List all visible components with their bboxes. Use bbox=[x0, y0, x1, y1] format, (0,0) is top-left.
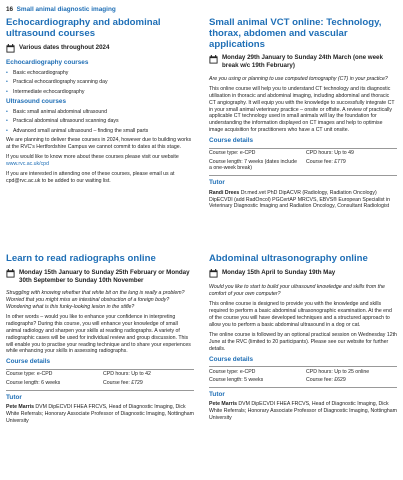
list-item: • Intermediate echocardiography bbox=[6, 89, 194, 96]
course-title: Abdominal ultrasonography online bbox=[209, 253, 368, 264]
course-details bbox=[209, 150, 397, 174]
course-length: Course length: 7 weeks (dates include a one-week break) bbox=[209, 158, 297, 172]
course-details bbox=[6, 371, 194, 388]
calendar-icon bbox=[209, 55, 218, 64]
page-number: 16 bbox=[6, 6, 14, 13]
details-heading: Course details bbox=[209, 355, 254, 363]
list-item: • Practical abdominal ultrasound scanning days bbox=[6, 118, 194, 125]
intro-text: Are you using or planning to use computed tomography (CT) in your practice? bbox=[209, 75, 388, 82]
calendar-icon bbox=[6, 44, 15, 53]
course-type: Course type: e-CPD bbox=[209, 150, 256, 157]
course-dates: Monday 15th January to Sunday 25th February or Monday 30th September to Sunday 10th November bbox=[6, 269, 194, 285]
cpd-hours: CPD hours: Up to 25 online bbox=[306, 368, 370, 375]
echo-course-block bbox=[6, 18, 194, 188]
list-item: • Advanced small animal ultrasound – finding the small parts bbox=[6, 128, 194, 135]
course-details bbox=[209, 369, 397, 386]
course-fee: Course fee: £729 bbox=[103, 379, 143, 386]
echo-subheading: Echocardiography courses bbox=[6, 59, 89, 67]
paragraph: We are planning to deliver these courses in 2024, however due to building works at the RVC's Hertfordshire Campus we cannot commit to dates at this stage. bbox=[6, 137, 192, 151]
course-title: Echocardiography and abdominal ultrasound courses bbox=[6, 17, 161, 39]
ultrasound-list bbox=[6, 109, 194, 135]
calendar-icon bbox=[209, 269, 218, 278]
abdominal-us-course-block bbox=[209, 254, 397, 425]
paragraph: This online course is designed to provide you with the knowledge and skills required to perform a basic abdominal ultrasonographic examination. At the end of the course you will have developed techniques and a structured approach to allow you to perform a basic abdominal ultrasound in a dog or cat. bbox=[209, 301, 392, 328]
divider bbox=[6, 369, 194, 370]
divider bbox=[6, 390, 194, 391]
course-fee: Course fee: £779 bbox=[306, 158, 346, 165]
paragraph: The online course is followed by an optional practical session on Wednesday 12th June at the RVC (limited to 20 participants). Please see our website for further details. bbox=[209, 331, 397, 352]
tutor-info: Pete Marris DVM DipECVDI FHEA FRCVS, Head of Diagnostic Imaging, Dick White Referrals; Honorary Associate Professor of Diagnostic Imaging, Nottingham University bbox=[6, 404, 194, 424]
cpd-hours: CPD hours: Up to 42 bbox=[103, 371, 151, 378]
tutor-info: Pete Marris DVM DipECVDI FHEA FRCVS, Head of Diagnostic Imaging, Dick White Referrals; Honorary Associate Professor of Diagnostic Imaging, Nottingham University bbox=[209, 401, 397, 421]
website-link[interactable]: www.rvc.ac.uk/cpd bbox=[6, 160, 49, 167]
details-heading: Course details bbox=[6, 358, 51, 366]
tutor-heading: Tutor bbox=[209, 179, 225, 187]
paragraph: This online course will help you to understand CT technology and its diagnostic utilisation in thoracic and abdominal imaging, including abdominal and thoracic CT angiography. It will equip you with the knowledge to successfully integrate CT in your small animal veterinary practice – onsite or offsite. A review of practically applicable CT technology used in small animals will lay the foundation for understanding the information displayed on CT images and help to optimise image acquisition for practitioners who have a CT unit onsite. bbox=[209, 86, 395, 134]
course-type: Course type: e-CPD bbox=[6, 371, 53, 378]
course-dates: Monday 29th January to Sunday 24th March (one week break w/c 19th February) bbox=[209, 54, 397, 70]
paragraph: If you are interested in attending one of these courses, please email us at cpd@rvc.ac.uk to be added to our waiting list. bbox=[6, 171, 175, 184]
vct-course-block bbox=[209, 18, 397, 213]
paragraph: If you would like to know more about these courses please visit our website www.rvc.ac.uk/cpd bbox=[6, 154, 179, 167]
radiographs-course-block bbox=[6, 254, 194, 428]
cpd-hours: CPD hours: Up to 49 bbox=[306, 150, 354, 157]
tutor-info: Randi Drees Dr.med.vet PhD DipACVR (Radiology, Radiation Oncology) DipECVDI (add RadOncol) PGCertAP MRCVS, EBVS® European Specialist in Veterinary Diagnostic Imaging and Radiation Oncology, Consultant Radiologist bbox=[209, 189, 391, 210]
course-dates: Monday 15th April to Sunday 19th May bbox=[209, 269, 397, 279]
divider bbox=[209, 148, 397, 149]
course-title: Small animal VCT online: Technology, thorax, abdomen and vascular applications bbox=[209, 17, 382, 50]
ultrasound-subheading: Ultrasound courses bbox=[6, 98, 67, 106]
divider bbox=[209, 366, 397, 367]
course-length: Course length: 5 weeks bbox=[209, 376, 264, 383]
intro-text: Would you like to start to build your ultrasound knowledge and skills from the comfort of your own computer? bbox=[209, 284, 385, 298]
course-length: Course length: 6 weeks bbox=[6, 379, 61, 386]
echo-list bbox=[6, 70, 194, 96]
divider bbox=[209, 387, 397, 388]
course-fee: Course fee: £629 bbox=[306, 376, 346, 383]
tutor-heading: Tutor bbox=[209, 390, 225, 398]
details-heading: Course details bbox=[209, 137, 254, 145]
paragraph: In other words – would you like to enhance your confidence in interpreting radiographs? During this course, you will enhance your knowledge of small animal radiology and sharpen your skills at reading radiographs. A variety of radiographic cases will be used for individual review and group discussion. This will enable you to practise your reading technique and to share your experiences while enhancing your skills in assessing radiographs. bbox=[6, 314, 191, 355]
course-dates: Various dates throughout 2024 bbox=[6, 44, 194, 54]
section-title: Small animal diagnostic imaging bbox=[16, 6, 116, 13]
calendar-icon bbox=[6, 269, 15, 278]
intro-text: Struggling with knowing whether that white bit on the lung is really a problem? Worried that you might miss an intestinal obstruction of a foreign body? Wondering what is this funky-looking lesion in the stifle? bbox=[6, 290, 185, 311]
course-type: Course type: e-CPD bbox=[209, 368, 256, 375]
course-title: Learn to read radiographs online bbox=[6, 253, 156, 264]
list-item: • Practical echocardiography scanning day bbox=[6, 79, 194, 86]
list-item: • Basic small animal abdominal ultrasound bbox=[6, 109, 194, 116]
list-item: • Basic echocardiography bbox=[6, 70, 194, 77]
divider bbox=[209, 175, 397, 176]
page-header bbox=[6, 6, 116, 14]
tutor-heading: Tutor bbox=[6, 393, 22, 401]
